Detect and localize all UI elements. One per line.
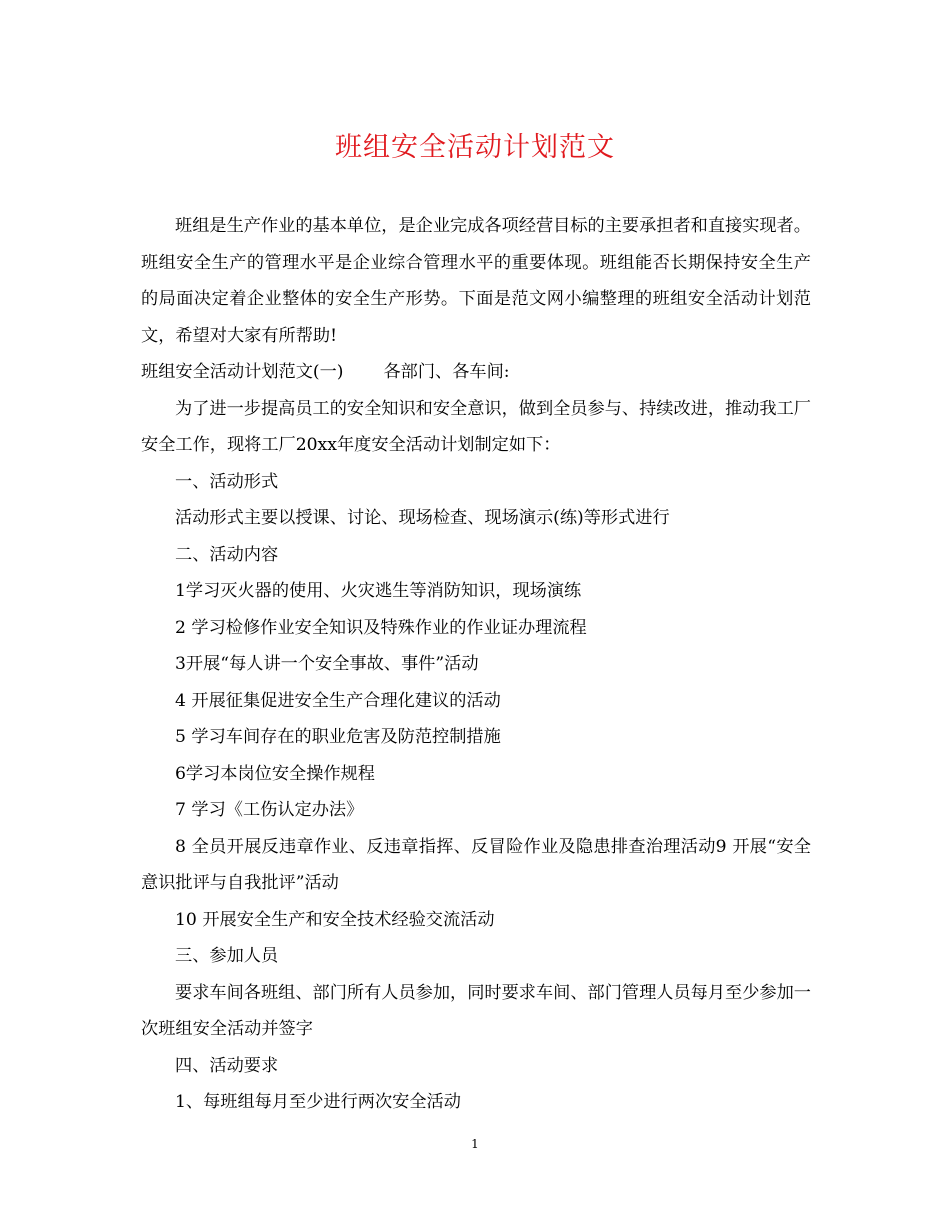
intro-paragraph: 班组是生产作业的基本单位，是企业完成各项经营目标的主要承担者和直接实现者。班组安全生产的管理水平是企业综合管理水平的重要体现。班组能否长期保持安全生产的局面决定着企业整体的安全生产形势。下面是范文网小编整理的班组安全活动计划范文，希望对大家有所帮助!	[141, 216, 811, 346]
section2-heading: 二、活动内容	[175, 544, 279, 565]
section1-text: 活动形式主要以授课、讨论、现场检查、现场演示(练)等形式进行	[175, 508, 670, 528]
page-number: 1	[471, 1137, 479, 1151]
section4-heading: 四、活动要求	[175, 1055, 279, 1076]
sample-heading: 班组安全活动计划范文(一)	[141, 362, 344, 382]
list-item: 10 开展安全生产和安全技术经验交流活动	[175, 909, 495, 930]
purpose-paragraph: 为了进一步提高员工的安全知识和安全意识，做到全员参与、持续改进，推动我工厂安全工作，现将工厂20xx年度安全活动计划制定如下：	[141, 398, 811, 455]
list-item: 1学习灭火器的使用、火灾逃生等消防知识，现场演练	[175, 581, 582, 601]
sample-heading-line	[141, 354, 811, 391]
document-title: 班组安全活动计划范文	[335, 132, 615, 163]
list-item: 7 学习《工伤认定办法》	[175, 800, 364, 820]
list-item: 4 开展征集促进安全生产合理化建议的活动	[175, 690, 501, 711]
list-item: 6学习本岗位安全操作规程	[175, 763, 375, 784]
section3-text: 要求车间各班组、部门所有人员参加，同时要求车间、部门管理人员每月至少参加一次班组安全活动并签字	[141, 982, 811, 1039]
list-item: 3开展“每人讲一个安全事故、事件”活动	[175, 654, 479, 674]
section4-item: 1、每班组每月至少进行两次安全活动	[175, 1092, 461, 1112]
list-item: 8 全员开展反违章作业、反违章指挥、反冒险作业及隐患排查治理活动9 开展“安全意识批评与自我批评”活动	[141, 836, 811, 893]
section1-heading: 一、活动形式	[175, 471, 279, 492]
section3-heading: 三、参加人员	[175, 946, 279, 966]
list-item: 2 学习检修作业安全知识及特殊作业的作业证办理流程	[175, 617, 587, 638]
document-body	[141, 208, 811, 1121]
list-item: 5 学习车间存在的职业危害及防范控制措施	[175, 727, 501, 747]
salutation: 各部门、各车间:	[383, 362, 510, 382]
